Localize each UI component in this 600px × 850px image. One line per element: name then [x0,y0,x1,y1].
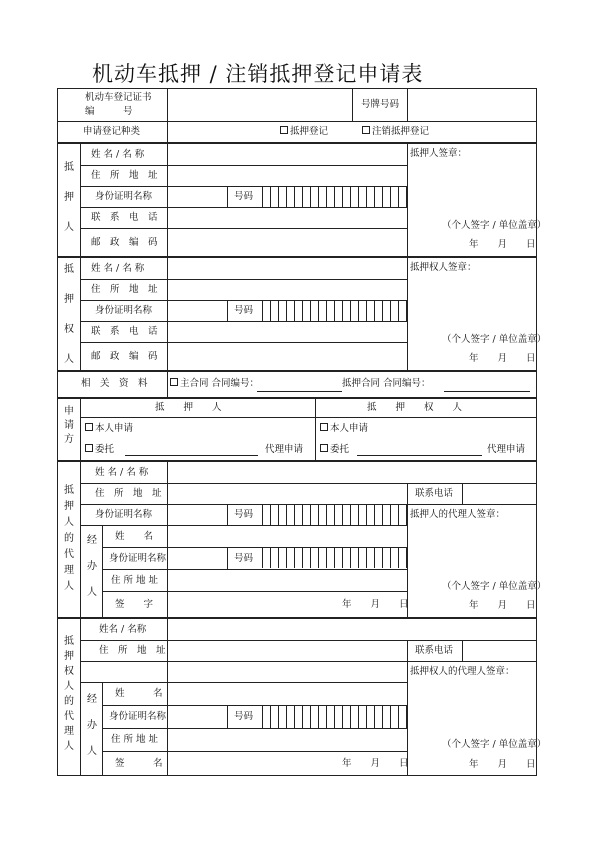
agent1-signature-label: 抵押人的代理人签章： [410,509,506,520]
mortgagee-postcode-label: 邮 政 编 码 [91,351,158,362]
agent2-handler-sign-label: 签 名 [115,758,163,769]
agent2-sign-note: （个人签字 / 单位盖章） [442,739,547,750]
mortgagor-postcode-label: 邮 政 编 码 [91,237,158,248]
agent1-phone-label: 联系电话 [415,488,454,499]
mortgagor-signature-label: 抵押人签章： [410,148,468,159]
mortgagor-sign-note: （个人签字 / 单位盖章） [442,220,547,231]
plate-number-label: 号牌号码 [361,99,400,110]
mortgagee-side-label: 抵 押 权 人 [64,264,74,365]
applicant-mortgagee-header: 抵 押 权 人 [367,402,463,413]
option-cancel-mortgage[interactable]: 注销抵押登记 [362,126,429,138]
mortgagor-entrust-option[interactable]: 委托 [85,444,114,456]
agent2-signature-label: 抵押权人的代理人签章： [410,666,515,677]
mortgagor-id-doc-label: 身份证明名称 [95,191,153,202]
mortgagor-phone-label: 联 系 电 话 [91,212,158,223]
mortgagor-agent-apply-label: 代理申请 [265,444,304,455]
mortgagee-address-label: 住 所 地 址 [91,284,158,295]
checkbox-icon [320,444,328,452]
main-contract-label: 主合同 合同编号： [170,378,259,390]
agent2-handler-id-doc-label: 身份证明名称 [109,711,167,722]
agent2-handler-address-label: 住 所 地 址 [111,734,159,745]
cert-number-label: 机动车登记证书 [85,92,152,103]
agent2-handler-id-number-label: 号码 [234,711,254,722]
mortgagee-date: 年 月 日 [469,353,536,364]
mortgage-contract-label: 抵押合同 合同编号： [342,378,431,389]
mortgagor-id-number-label: 号码 [234,191,254,202]
agent1-side-label: 抵 押 人 的 代 理 人 [64,485,74,592]
mortgagee-id-doc-label: 身份证明名称 [95,305,153,316]
agent1-handler-label: 经 办 人 [87,535,97,598]
agent2-handler-label: 经 办 人 [87,694,97,757]
agent1-handler-id-doc-label: 身份证明名称 [109,553,167,564]
mortgage-contract-number-field[interactable] [444,391,530,392]
agent2-name-label: 姓名 / 名称 [99,624,147,635]
mortgagee-entrust-option[interactable]: 委托 [320,444,349,456]
agent2-handler-name-label: 姓 名 [115,688,163,699]
agent1-handler-id-number-label: 号码 [234,553,254,564]
agent2-phone-label: 联系电话 [415,645,454,656]
checkbox-icon [320,423,328,431]
mortgagee-name-label: 姓 名 / 名 称 [91,263,145,274]
agent1-id-doc-label: 身份证明名称 [95,509,153,520]
agent1-name-label: 姓 名 / 名 称 [95,467,149,478]
mortgagor-address-label: 住 所 地 址 [91,170,158,181]
mortgagor-side-label: 抵 押 人 [64,162,74,233]
applicant-side-label: 申 请 方 [64,406,74,445]
agent1-handler-sign-label: 签 字 [115,599,154,610]
mortgagee-self-apply-option[interactable]: 本人申请 [320,423,368,435]
agent1-date: 年 月 日 [469,600,536,611]
checkbox-icon [85,423,93,431]
form-title: 机动车抵押 / 注销抵押登记申请表 [92,62,424,86]
mortgagor-date: 年 月 日 [469,239,536,250]
mortgagor-name-label: 姓 名 / 名 称 [91,149,145,160]
checkbox-icon [280,126,288,134]
agent1-handler-date: 年 月 日 [342,599,409,610]
agent1-id-number-label: 号码 [234,509,254,520]
mortgagee-signature-label: 抵押权人签章： [410,262,477,273]
related-docs-label: 相 关 资 料 [81,378,148,389]
agent2-date: 年 月 日 [469,759,536,770]
mortgagor-entrust-field[interactable] [125,455,258,456]
mortgagee-agent-apply-label: 代理申请 [487,444,526,455]
mortgagee-id-number-label: 号码 [234,305,254,316]
agent2-side-label: 抵 押 权 人 的 代 理 人 [64,636,74,752]
agent1-address-label: 住 所 地 址 [95,488,162,499]
agent2-address-label: 住 所 地 址 [99,645,166,656]
main-contract-number-field[interactable] [257,391,342,392]
agent1-handler-name-label: 姓 名 [115,531,154,542]
mortgagee-sign-note: （个人签字 / 单位盖章） [442,334,547,345]
cert-number-label-2: 编 号 [85,106,133,117]
applicant-mortgagor-header: 抵 押 人 [155,402,222,413]
checkbox-icon [170,378,178,386]
agent1-sign-note: （个人签字 / 单位盖章） [442,581,547,592]
registration-type-label: 申请登记种类 [83,126,141,137]
agent2-handler-date: 年 月 日 [342,758,409,769]
mortgagor-self-apply-option[interactable]: 本人申请 [85,423,133,435]
mortgagee-entrust-field[interactable] [357,455,482,456]
option-mortgage[interactable]: 抵押登记 [280,126,328,138]
mortgagee-phone-label: 联 系 电 话 [91,326,158,337]
checkbox-icon [362,126,370,134]
application-form [57,88,547,776]
checkbox-icon [85,444,93,452]
agent1-handler-address-label: 住 所 地 址 [111,575,159,586]
